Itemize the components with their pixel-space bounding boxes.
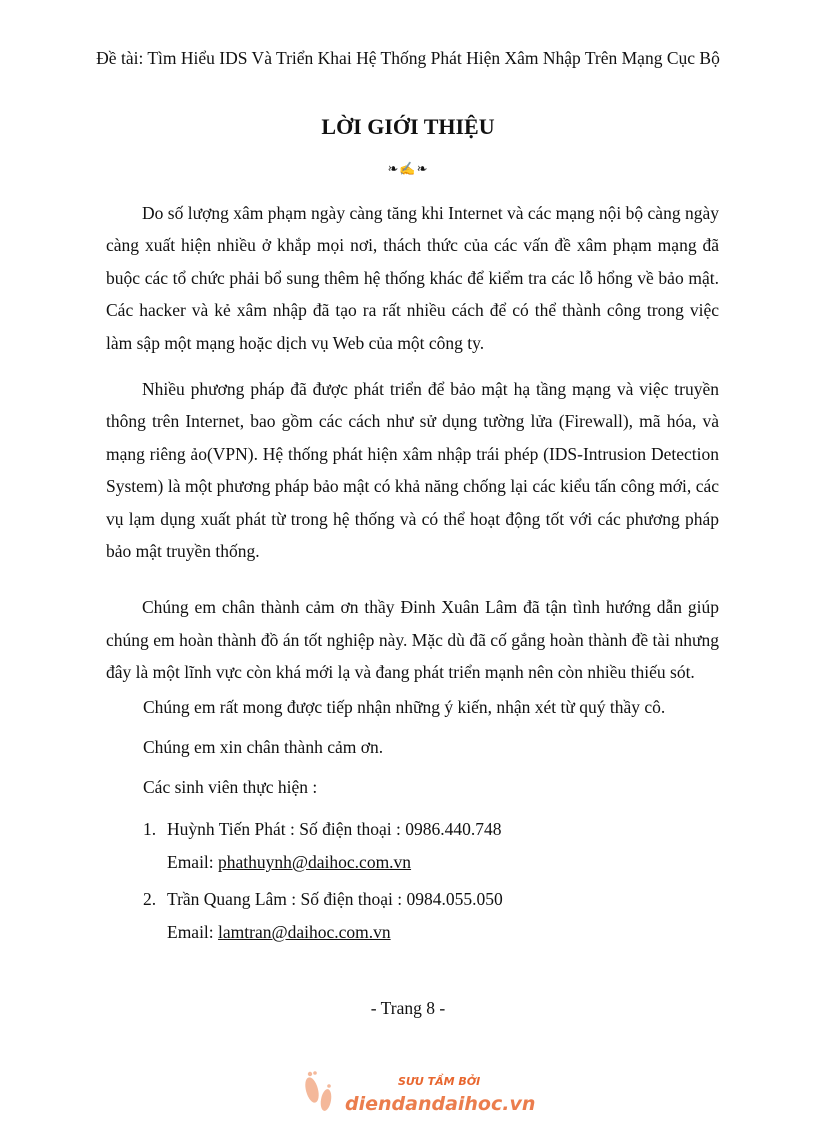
closing-line-students: Các sinh viên thực hiện : [143,777,318,797]
page-number: - Trang 8 - [370,998,446,1018]
watermark-top-text: SƯU TẦM BỞI [398,1075,481,1088]
title-ornament-icon: ❧✍❧ [387,161,429,176]
list-number: 1. [143,819,157,839]
page-header: Đề tài: Tìm Hiểu IDS Và Triển Khai Hệ Thống Phát Hiện Xâm Nhập Trên Mạng Cục Bộ [96,48,720,68]
student-item [143,817,501,874]
closing-line-thanks: Chúng em xin chân thành cảm ơn. [143,737,384,757]
email-link[interactable]: lamtran@daihoc.com.vn [218,922,391,942]
intro-body [106,197,719,689]
email-link[interactable]: phathuynh@daihoc.com.vn [218,852,412,872]
paragraph-2: Nhiều phương pháp đã được phát triển để bảo mật hạ tầng mạng và việc truyền thông trên Internet, bao gồm các cách như sử dụng tường lửa (Firewall), mã hóa, và mạng riêng ảo(VPN). Hệ thống phát hiện xâm nhập trái phép (IDS-Intrusion Detection System) là một phương pháp bảo mật có khả năng chống lại các kiểu tấn công mới, các vụ lạm dụng xuất phát từ trong hệ thống và có thể hoạt động tốt với các phương pháp bảo mật truyền thống. [106,379,719,562]
footprint-icon [303,1071,333,1112]
email-label: Email: [167,922,219,942]
email-label: Email: [167,852,219,872]
watermark-bottom-text: diendandaihoc.vn [345,1093,536,1115]
list-number: 2. [143,889,157,909]
student-info: Huỳnh Tiến Phát : Số điện thoại : 0986.440.748 [167,819,502,839]
paragraph-1: Do số lượng xâm phạm ngày càng tăng khi Internet và các mạng nội bộ càng ngày càng xuất hiện nhiều ở khắp mọi nơi, thách thức của các vấn đề xâm phạm mạng đã buộc các tổ chức phải bổ sung thêm hệ thống khác để kiểm tra các lỗ hổng về bảo mật. Các hacker và kẻ xâm nhập đã tạo ra rất nhiều cách để có thể thành công trong việc làm sập một mạng hoặc dịch vụ Web của một công ty. [106,203,719,353]
student-item [143,887,503,944]
student-info: Trần Quang Lâm : Số điện thoại : 0984.055.050 [167,889,503,909]
paragraph-3: Chúng em chân thành cảm ơn thầy Đinh Xuân Lâm đã tận tình hướng dẫn giúp chúng em hoàn thành đồ án tốt nghiệp này. Mặc dù đã cố gắng hoàn thành đề tài nhưng đây là một lĩnh vực còn khá mới lạ và đang phát triển mạnh nên còn nhiều thiếu sót. [106,597,719,683]
watermark-logo [290,1068,550,1118]
page-title: LỜI GIỚI THIỆU [321,114,495,139]
closing-line-feedback: Chúng em rất mong được tiếp nhận những ý kiến, nhận xét từ quý thầy cô. [143,697,666,717]
